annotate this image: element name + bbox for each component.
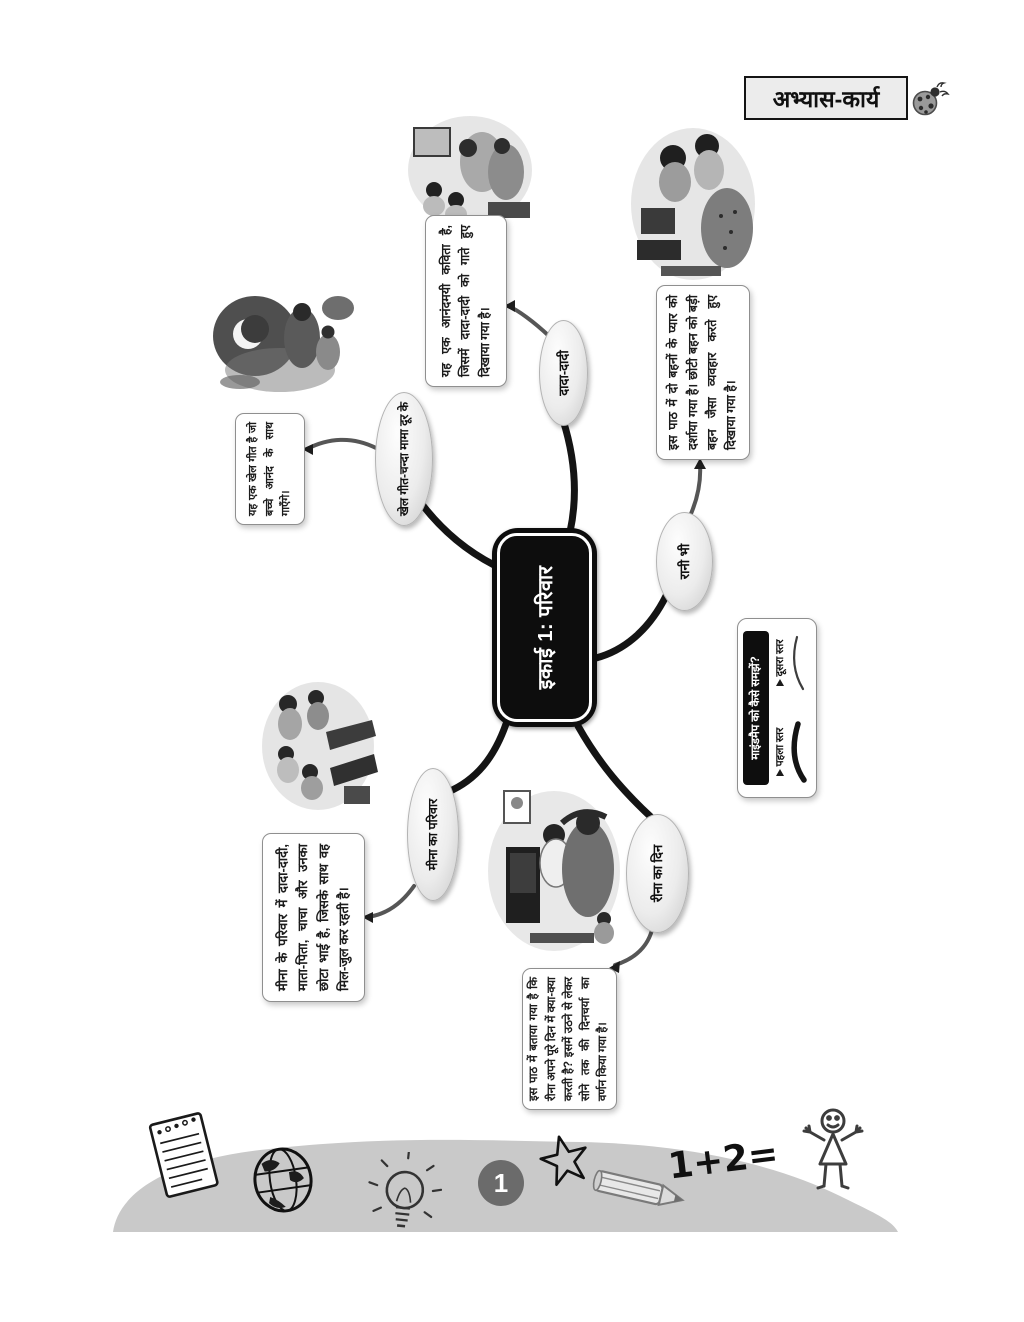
node-ellipse-rani-bhi [656, 512, 713, 611]
node-ellipse-reena-ka-din [626, 814, 689, 933]
math-doodle: 1+2= [665, 1133, 781, 1188]
note-text: यह एक खेल गीत है जो बच्चे आनंद के साथ गाएँगे। [247, 422, 293, 516]
node-label: खेल गीत-चन्दा मामा दूर के [396, 402, 411, 516]
legend-level-curve-thin [787, 629, 807, 699]
legend-item-label: पहला स्तर [774, 727, 786, 767]
legend-item-label: दूसरा स्तर [774, 639, 786, 677]
node-label: रानी भी [676, 543, 692, 580]
node-label: मीना का परिवार [425, 798, 440, 871]
practice-work-label: अभ्यास-कार्य [772, 86, 880, 112]
node-ellipse-dada-dadi [539, 320, 588, 426]
legend-item-second-level [771, 619, 816, 708]
page-number: 1 [493, 1167, 509, 1198]
node-ellipse-meena-ka-parivar [407, 768, 459, 901]
legend-arrow-icon [776, 679, 784, 687]
page-number-badge [478, 1160, 524, 1206]
node-ellipse-khel-geet [375, 392, 433, 526]
note-text: मीना के परिवार में दादा-दादी, माता-पिता, चाचा और उनका छोटा भाई है, जिसके साथ वह मिल-जुल कर रहती है। [275, 844, 351, 991]
note-box-dada-dadi [425, 215, 507, 387]
globe-icon [250, 1143, 316, 1217]
legend-item-first-level [771, 708, 816, 797]
note-box-meena-ka-parivar [262, 833, 365, 1002]
stick-figure-icon [796, 1106, 868, 1196]
notebook-icon [146, 1106, 224, 1206]
lightbulb-icon [366, 1152, 442, 1244]
node-label: रीना का दिन [649, 844, 665, 903]
center-node-label: इकाई 1: परिवार [535, 565, 557, 690]
note-box-rani-bhi [656, 285, 750, 460]
legend-box [737, 618, 817, 798]
legend-title: माइंडमैप को कैसे समझें? [743, 631, 769, 785]
note-text: इस पाठ में बताया गया है कि रीना अपने पूरे दिन में क्या-क्या करती है? इसमें उठने से लेकर सोने तक की दिनचर्या का वर्णन किया गया है। [528, 977, 610, 1101]
note-text: यह एक आनंदमयी कविता है, जिसमें दादा-दादी को गाते हुए दिखाया गया है। [438, 225, 492, 377]
legend-arrow-icon [776, 769, 784, 777]
node-label: दादा-दादी [555, 350, 571, 396]
note-box-khel-geet [235, 413, 305, 525]
star-icon [538, 1130, 592, 1192]
center-node [492, 528, 597, 727]
legend-level-curve-thick [787, 718, 807, 788]
note-text: इस पाठ में दो बहनों के प्यार को दर्शाया गया है। छोटी बहन को बड़ी बहन जैसा व्यवहार करते हुए दिखाया गया है। [666, 295, 739, 450]
note-box-reena-ka-din [522, 968, 617, 1110]
